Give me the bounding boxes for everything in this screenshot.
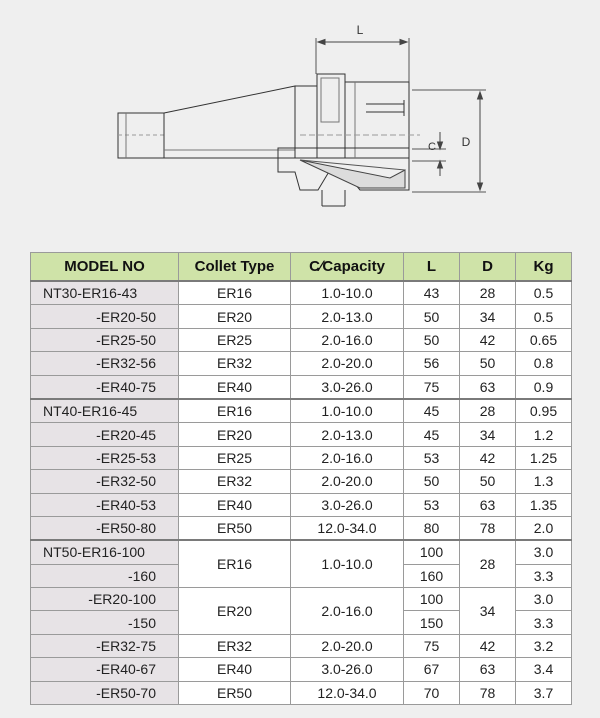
model-cell: -ER32-75 [31,634,179,657]
dimension-L-label: L [356,23,364,37]
collet-cell: ER16 [179,399,291,423]
capacity-cell: 2.0-20.0 [291,352,404,375]
kg-cell: 1.25 [516,446,572,469]
kg-cell: 0.95 [516,399,572,423]
collet-cell: ER32 [179,352,291,375]
d-cell: 42 [460,634,516,657]
kg-cell: 2.0 [516,516,572,540]
d-cell: 28 [460,281,516,305]
collet-cell: ER16 [179,281,291,305]
capacity-cell: 2.0-16.0 [291,446,404,469]
l-cell: 45 [404,423,460,446]
capacity-cell: 1.0-10.0 [291,399,404,423]
dimension-C-label: C [428,141,436,153]
collet-cell: ER20 [179,305,291,328]
d-cell: 34 [460,588,516,635]
collet-cell: ER50 [179,681,291,704]
kg-cell: 3.2 [516,634,572,657]
kg-cell: 3.0 [516,588,572,611]
capacity-cell: 2.0-13.0 [291,423,404,446]
kg-cell: 1.2 [516,423,572,446]
kg-cell: 3.7 [516,681,572,704]
collet-cell: ER25 [179,446,291,469]
table-row [31,681,572,704]
table-row [31,446,572,469]
d-cell: 50 [460,352,516,375]
table-row [31,375,572,399]
d-cell: 50 [460,470,516,493]
model-cell: -ER20-50 [31,305,179,328]
model-cell: NT50-ER16-100 [31,540,179,564]
l-cell: 53 [404,493,460,516]
header-model-no: MODEL NO [31,253,179,282]
d-cell: 63 [460,375,516,399]
l-cell: 50 [404,305,460,328]
d-cell: 42 [460,328,516,351]
capacity-cell: 2.0-20.0 [291,634,404,657]
table-row [31,423,572,446]
collet-cell: ER20 [179,423,291,446]
l-cell: 70 [404,681,460,704]
model-cell: -ER40-53 [31,493,179,516]
kg-cell: 0.5 [516,281,572,305]
l-cell: 50 [404,470,460,493]
kg-cell: 3.3 [516,564,572,587]
header-kg: Kg [516,253,572,282]
collet-cell: ER25 [179,328,291,351]
header-d: D [460,253,516,282]
d-cell: 42 [460,446,516,469]
header-row [31,253,572,282]
kg-cell: 3.4 [516,658,572,681]
collet-cell: ER20 [179,588,291,635]
model-cell: -ER32-56 [31,352,179,375]
capacity-cell: 2.0-13.0 [291,305,404,328]
l-cell: 160 [404,564,460,587]
model-cell: -ER50-80 [31,516,179,540]
table-row [31,352,572,375]
table-row [31,328,572,351]
capacity-cell: 12.0-34.0 [291,681,404,704]
header-l: L [404,253,460,282]
l-cell: 75 [404,375,460,399]
model-cell: -ER25-53 [31,446,179,469]
table-row [31,634,572,657]
collet-cell: ER40 [179,375,291,399]
collet-cell: ER32 [179,470,291,493]
table-row [31,540,572,564]
collet-cell: ER50 [179,516,291,540]
capacity-cell: 3.0-26.0 [291,658,404,681]
l-cell: 56 [404,352,460,375]
collet-cell: ER40 [179,658,291,681]
model-cell: -ER40-75 [31,375,179,399]
d-cell: 34 [460,423,516,446]
table-row [31,493,572,516]
model-cell: -150 [31,611,179,634]
dimension-D-label: D [461,135,471,149]
kg-cell: 1.35 [516,493,572,516]
l-cell: 100 [404,588,460,611]
d-cell: 78 [460,681,516,704]
kg-cell: 0.8 [516,352,572,375]
table-row [31,399,572,423]
l-cell: 67 [404,658,460,681]
capacity-cell: 2.0-16.0 [291,588,404,635]
model-cell: -ER25-50 [31,328,179,351]
model-cell: -ER20-100 [31,588,179,611]
kg-cell: 3.3 [516,611,572,634]
model-cell: NT40-ER16-45 [31,399,179,423]
model-cell: -ER40-67 [31,658,179,681]
kg-cell: 3.0 [516,540,572,564]
table-row [31,588,572,611]
table-row [31,658,572,681]
model-cell: -ER20-45 [31,423,179,446]
table-row [31,470,572,493]
table-row [31,305,572,328]
l-cell: 50 [404,328,460,351]
tool-holder-drawing [0,0,600,240]
model-cell: -ER50-70 [31,681,179,704]
d-cell: 34 [460,305,516,328]
d-cell: 28 [460,399,516,423]
capacity-cell: 2.0-20.0 [291,470,404,493]
table-row [31,516,572,540]
table-row [31,281,572,305]
model-cell: -ER32-50 [31,470,179,493]
collet-cell: ER32 [179,634,291,657]
model-cell: -160 [31,564,179,587]
d-cell: 63 [460,658,516,681]
spec-table [30,252,572,705]
d-cell: 78 [460,516,516,540]
l-cell: 80 [404,516,460,540]
header-capacity: C∕Capacity [291,253,404,282]
l-cell: 43 [404,281,460,305]
capacity-cell: 3.0-26.0 [291,375,404,399]
l-cell: 75 [404,634,460,657]
l-cell: 100 [404,540,460,564]
kg-cell: 0.5 [516,305,572,328]
l-cell: 150 [404,611,460,634]
collet-cell: ER16 [179,540,291,587]
capacity-cell: 12.0-34.0 [291,516,404,540]
capacity-cell: 3.0-26.0 [291,493,404,516]
header-collet-type: Collet Type [179,253,291,282]
d-cell: 63 [460,493,516,516]
model-cell: NT30-ER16-43 [31,281,179,305]
kg-cell: 0.65 [516,328,572,351]
capacity-cell: 1.0-10.0 [291,281,404,305]
l-cell: 45 [404,399,460,423]
kg-cell: 1.3 [516,470,572,493]
kg-cell: 0.9 [516,375,572,399]
capacity-cell: 1.0-10.0 [291,540,404,587]
d-cell: 28 [460,540,516,587]
capacity-cell: 2.0-16.0 [291,328,404,351]
collet-cell: ER40 [179,493,291,516]
l-cell: 53 [404,446,460,469]
